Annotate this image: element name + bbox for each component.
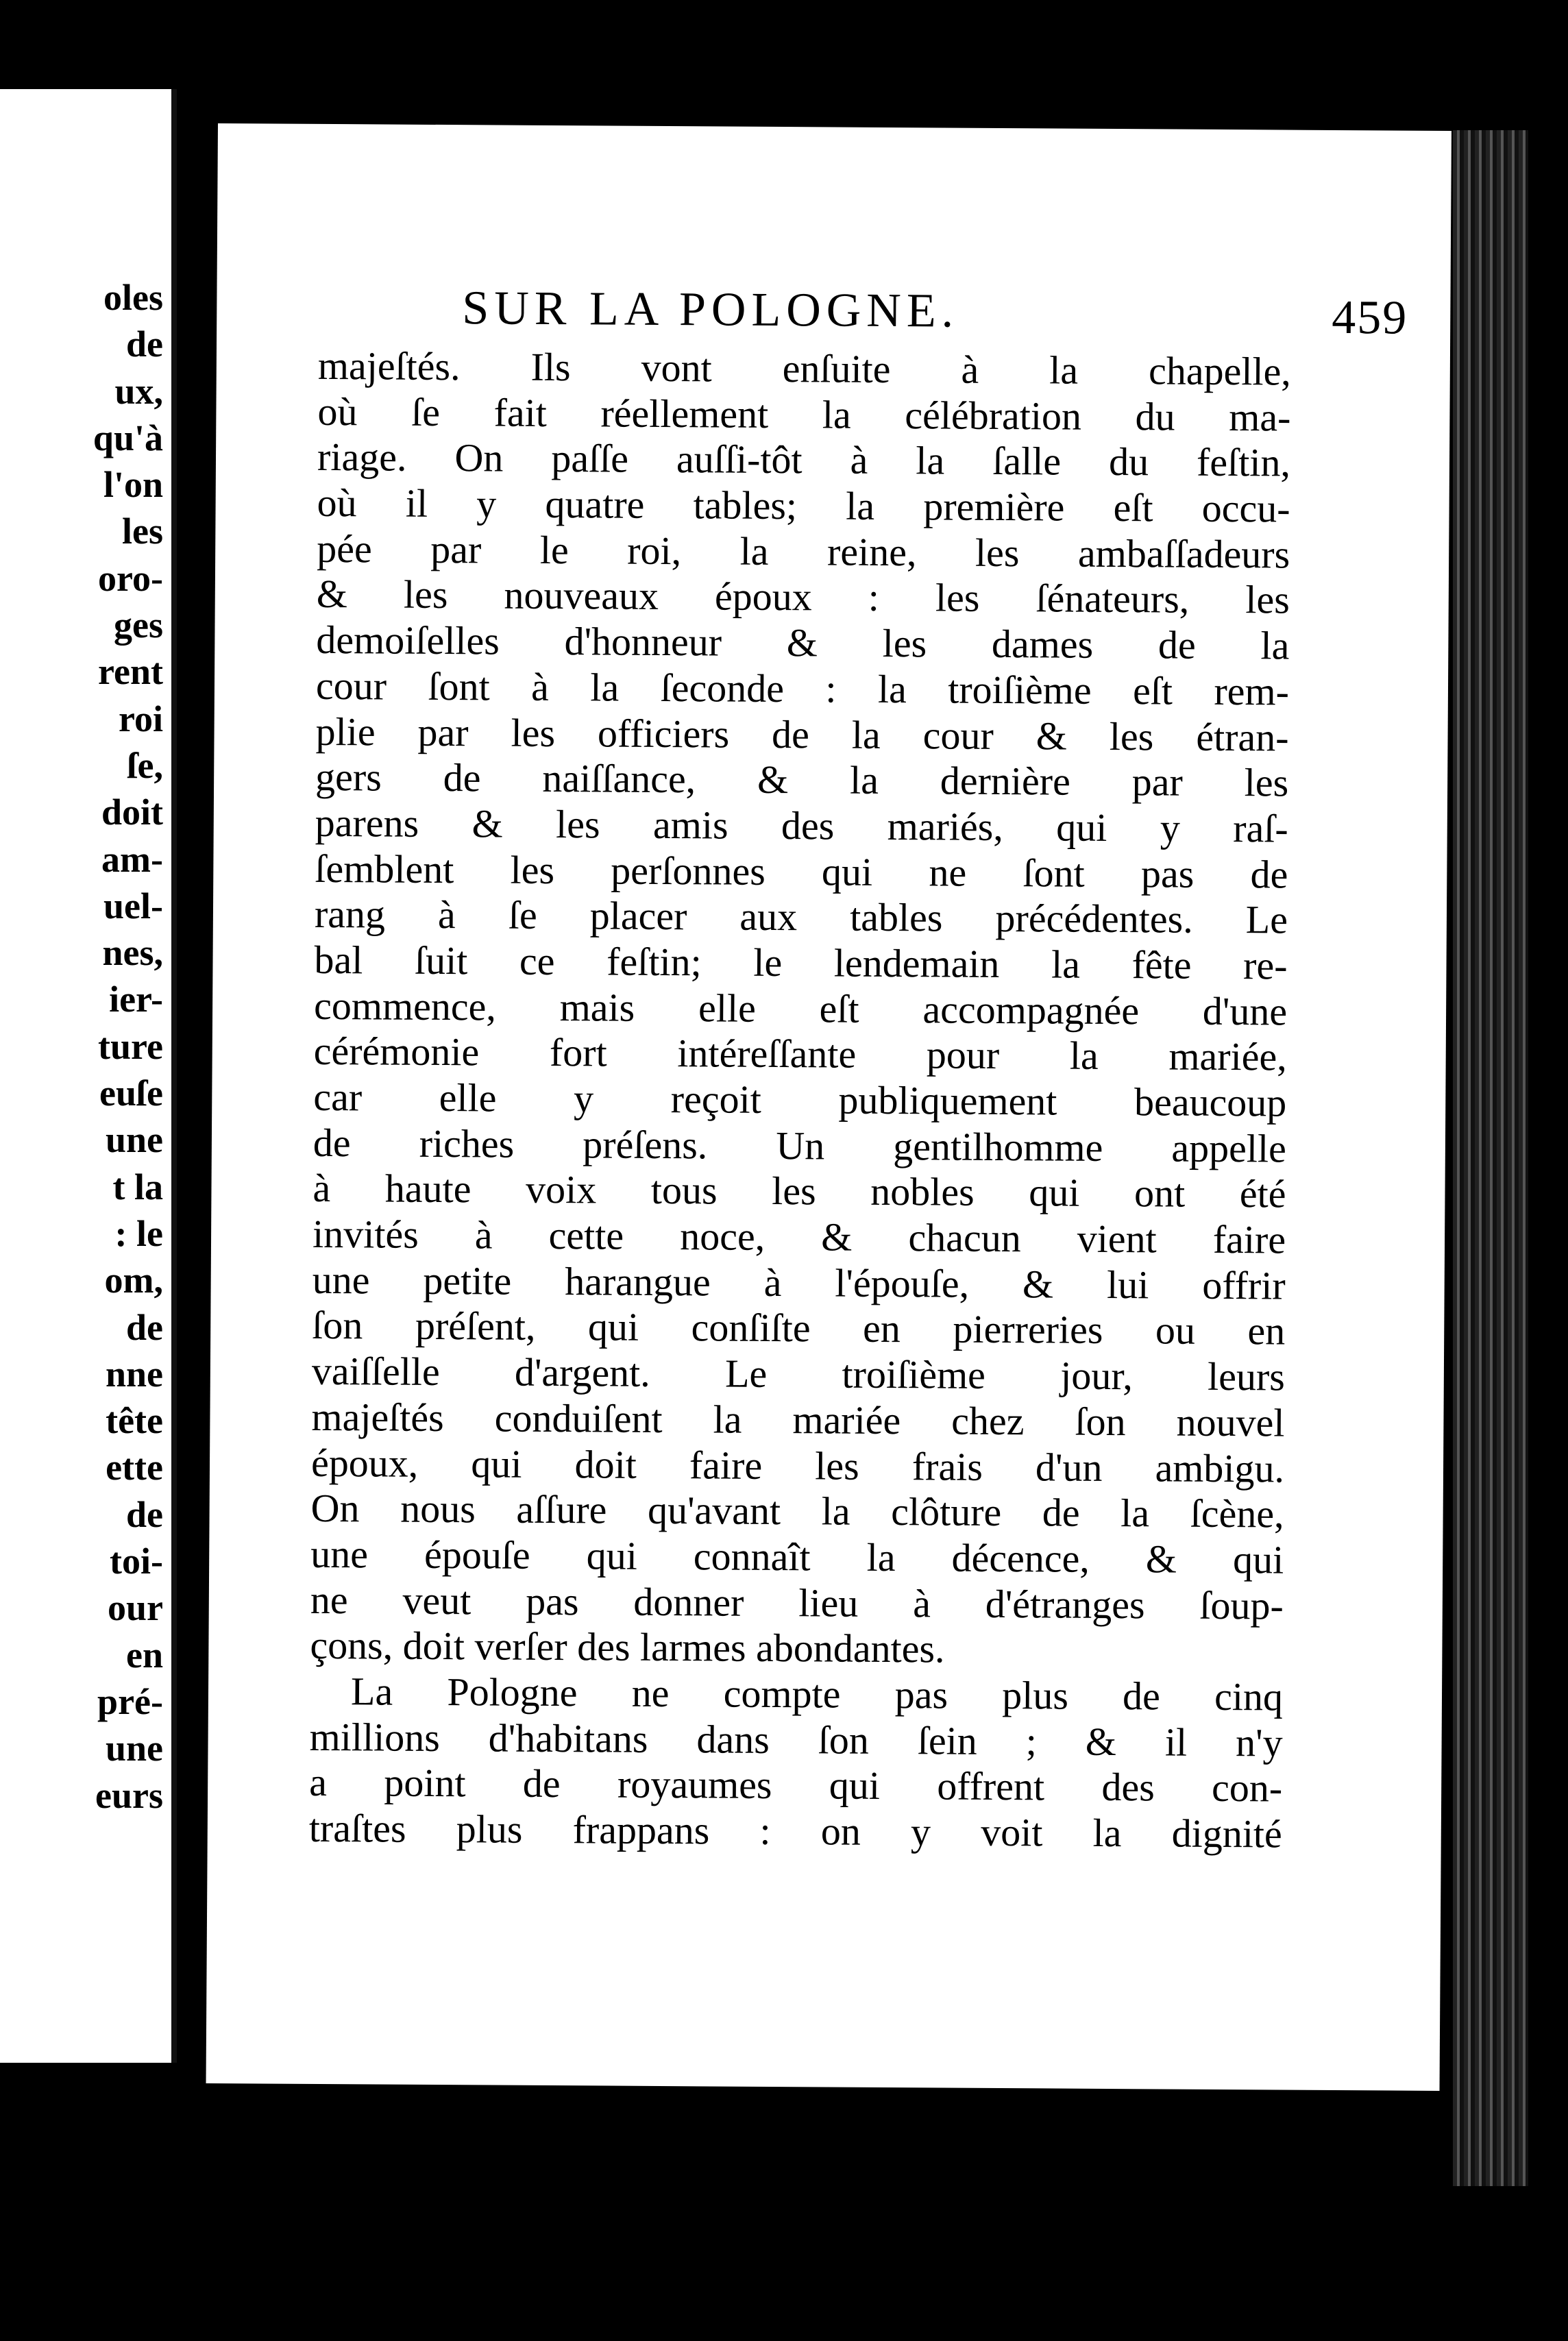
text-line: ne veut pas donner lieu à d'étranges ſoup- <box>310 1577 1284 1628</box>
left-page-fragment <box>0 89 177 2063</box>
left-line: de <box>126 323 163 365</box>
text-line: invités à cette noce, & chacun vient faire <box>312 1211 1286 1262</box>
text-line: car elle y reçoit publiquement beaucoup <box>313 1074 1287 1125</box>
left-line: une <box>105 1728 163 1769</box>
text-line: de riches préſens. Un gentilhomme appelle <box>313 1120 1287 1171</box>
left-line: euſe <box>99 1073 163 1114</box>
text-line: traſtes plus frappans : on y voit la dignité <box>308 1805 1282 1856</box>
body-text <box>309 343 1291 1857</box>
left-line: ette <box>106 1447 163 1488</box>
text-line: plie par les officiers de la cour & les étran- <box>315 709 1289 760</box>
page-number: 459 <box>1332 291 1408 345</box>
text-line: une épouſe qui connaît la décence, & qui <box>310 1531 1284 1582</box>
left-line: qu'à <box>93 417 163 458</box>
left-line: eurs <box>95 1774 163 1816</box>
left-line: nes, <box>102 932 163 974</box>
left-line: une <box>105 1119 163 1161</box>
text-line: où il y quatre tables; la première eſt occu- <box>317 480 1290 531</box>
left-line: ier- <box>109 979 163 1020</box>
text-line: une petite harangue à l'épouſe, & lui offrir <box>312 1257 1286 1308</box>
text-line: riage. On paſſe auſſi-tôt à la ſalle du feſtin, <box>317 434 1291 485</box>
text-line: cour ſont à la ſeconde : la troiſième eſt rem- <box>315 663 1290 714</box>
text-line: ſemblent les perſonnes qui ne ſont pas de <box>315 846 1288 897</box>
text-line: commence, mais elle eſt accompagnée d'une <box>313 983 1288 1034</box>
left-line: om, <box>104 1260 163 1301</box>
running-head <box>462 281 1408 345</box>
running-title: SUR LA POLOGNE. <box>462 282 959 338</box>
left-line: pré- <box>97 1680 163 1722</box>
left-line: toi- <box>110 1541 163 1582</box>
text-line: vaiſſelle d'argent. Le troiſième jour, leurs <box>311 1348 1286 1399</box>
left-line: oles <box>103 277 163 318</box>
left-line: tête <box>106 1400 163 1442</box>
text-line: & les nouveaux époux : les ſénateurs, les <box>316 572 1290 623</box>
text-line: majeſtés conduiſent la mariée chez ſon nouvel <box>311 1394 1285 1445</box>
book-page <box>206 123 1451 2091</box>
text-line: çons, doit verſer des larmes abondantes. <box>310 1623 945 1671</box>
left-line: am- <box>101 838 163 880</box>
left-line: roi <box>119 698 163 739</box>
text-line: où ſe fait réellement la célébration du ma- <box>317 389 1291 440</box>
text-line: à haute voix tous les nobles qui ont été <box>313 1166 1286 1216</box>
left-line: ſe, <box>127 744 163 786</box>
left-page-text <box>93 274 163 1819</box>
left-line: rent <box>98 651 163 693</box>
left-line: en <box>126 1634 163 1676</box>
left-line: nne <box>105 1353 163 1395</box>
left-line: : le <box>114 1212 163 1254</box>
text-line: La Pologne ne compte pas plus de cinq <box>350 1669 1284 1719</box>
text-line: rang à ſe placer aux tables précédentes. Le <box>314 892 1288 942</box>
left-line: oro- <box>98 557 163 599</box>
text-line: cérémonie fort intéreſſante pour la mariée, <box>313 1029 1287 1079</box>
text-line: On nous aſſure qu'avant la clôture de la ſcène, <box>310 1486 1284 1536</box>
text-line: époux, qui doit faire les frais d'un ambigu. <box>310 1440 1285 1491</box>
text-line: gers de naiſſance, & la dernière par les <box>315 755 1289 805</box>
left-line: l'on <box>103 464 163 506</box>
left-line: our <box>108 1587 163 1629</box>
text-line: parens & les amis des mariés, qui y raſ- <box>315 800 1288 851</box>
text-line: pée par le roi, la reine, les ambaſſadeurs <box>317 526 1290 577</box>
left-line: ux, <box>114 370 163 412</box>
text-line: millions d'habitans dans ſon ſein ; & il n'y <box>309 1714 1283 1765</box>
text-line: demoiſelles d'honneur & les dames de la <box>316 617 1290 668</box>
left-line: ges <box>114 604 163 646</box>
book-page-edges <box>1453 130 1528 2186</box>
left-line: ture <box>98 1025 163 1067</box>
text-line: ſon préſent, qui conſiſte en pierreries ou en <box>312 1303 1286 1353</box>
left-line: doit <box>101 792 163 833</box>
left-line: de <box>126 1306 163 1348</box>
text-line: a point de royaumes qui offrent des con- <box>309 1760 1283 1811</box>
text-line: majeſtés. Ils vont enſuite à la chapelle, <box>317 343 1292 394</box>
left-line: de <box>126 1493 163 1535</box>
text-line: bal ſuit ce feſtin; le lendemain la fête re- <box>314 937 1288 988</box>
left-line: t la <box>112 1166 163 1208</box>
left-line: les <box>122 511 163 552</box>
left-line: uel- <box>103 885 163 927</box>
